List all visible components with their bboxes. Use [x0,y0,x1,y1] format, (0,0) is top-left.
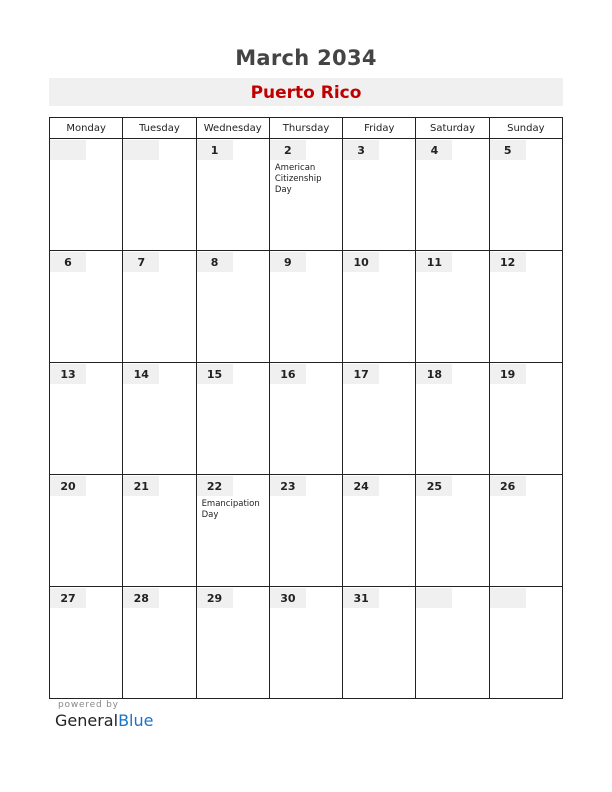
day-cell[interactable] [416,363,489,475]
brand-general: General [55,711,119,730]
week-row [50,363,563,475]
day-number: 10 [343,252,379,272]
region-banner [49,78,563,106]
day-number: 18 [416,364,452,384]
day-number: 12 [490,252,526,272]
day-number: 19 [490,364,526,384]
day-cell[interactable] [343,139,416,251]
page-title: March 2034 [235,46,377,70]
day-number: 27 [50,588,86,608]
day-cell[interactable] [343,587,416,699]
weekday-header: Monday [50,118,123,139]
day-cell[interactable] [123,251,196,363]
calendar-grid [49,117,563,699]
day-cell[interactable] [196,251,269,363]
day-cell[interactable] [343,475,416,587]
brand-blue: Blue [118,711,154,730]
day-cell[interactable] [196,587,269,699]
weekday-header: Tuesday [123,118,196,139]
weekday-header: Saturday [416,118,489,139]
day-cell[interactable] [489,139,562,251]
day-number: 24 [343,476,379,496]
weekday-header: Thursday [269,118,342,139]
day-cell[interactable] [123,139,196,251]
day-number [490,588,526,608]
day-number: 30 [270,588,306,608]
day-cell[interactable] [269,251,342,363]
day-number: 17 [343,364,379,384]
day-cell[interactable] [343,363,416,475]
footer-branding [55,700,153,730]
holiday-label: Emancipation Day [201,499,260,520]
day-cell[interactable] [489,475,562,587]
day-number: 3 [343,140,379,160]
day-number [123,140,159,160]
calendar-body [50,139,563,699]
holiday-label: American Citizenship Day [274,163,322,195]
region-label: Puerto Rico [250,83,362,103]
day-number: 16 [270,364,306,384]
day-number: 21 [123,476,159,496]
day-number: 1 [197,140,233,160]
day-cell[interactable] [416,587,489,699]
day-number: 31 [343,588,379,608]
week-row [50,139,563,251]
weekday-header: Wednesday [196,118,269,139]
day-cell[interactable] [343,251,416,363]
weekday-header-row [50,118,563,139]
day-number: 11 [416,252,452,272]
day-cell[interactable] [196,475,269,587]
day-number: 28 [123,588,159,608]
day-cell[interactable] [489,587,562,699]
day-number: 25 [416,476,452,496]
week-row [50,251,563,363]
day-number: 22 [197,476,233,496]
day-cell[interactable] [416,139,489,251]
day-number: 6 [50,252,86,272]
day-cell[interactable] [123,363,196,475]
weekday-header: Friday [343,118,416,139]
day-number: 2 [270,140,306,160]
powered-by-text: powered by [58,700,119,710]
day-cell[interactable] [50,363,123,475]
day-cell[interactable] [50,251,123,363]
brand-logo[interactable] [55,711,153,730]
day-cell[interactable] [50,475,123,587]
day-number: 13 [50,364,86,384]
day-number: 15 [197,364,233,384]
day-number: 7 [123,252,159,272]
day-cell[interactable] [489,251,562,363]
day-number: 8 [197,252,233,272]
day-cell[interactable] [123,475,196,587]
day-number: 9 [270,252,306,272]
day-cell[interactable] [416,475,489,587]
day-cell[interactable] [50,139,123,251]
day-number: 26 [490,476,526,496]
day-cell[interactable] [50,587,123,699]
week-row [50,587,563,699]
day-number: 29 [197,588,233,608]
day-number: 20 [50,476,86,496]
day-cell[interactable] [196,139,269,251]
day-number: 23 [270,476,306,496]
weekday-header: Sunday [489,118,562,139]
day-number: 14 [123,364,159,384]
day-cell[interactable] [269,139,342,251]
day-cell[interactable] [416,251,489,363]
week-row [50,475,563,587]
day-cell[interactable] [123,587,196,699]
day-cell[interactable] [269,587,342,699]
day-cell[interactable] [489,363,562,475]
day-cell[interactable] [269,475,342,587]
day-cell[interactable] [269,363,342,475]
day-cell[interactable] [196,363,269,475]
day-number [416,588,452,608]
day-number: 4 [416,140,452,160]
day-number [50,140,86,160]
day-number: 5 [490,140,526,160]
